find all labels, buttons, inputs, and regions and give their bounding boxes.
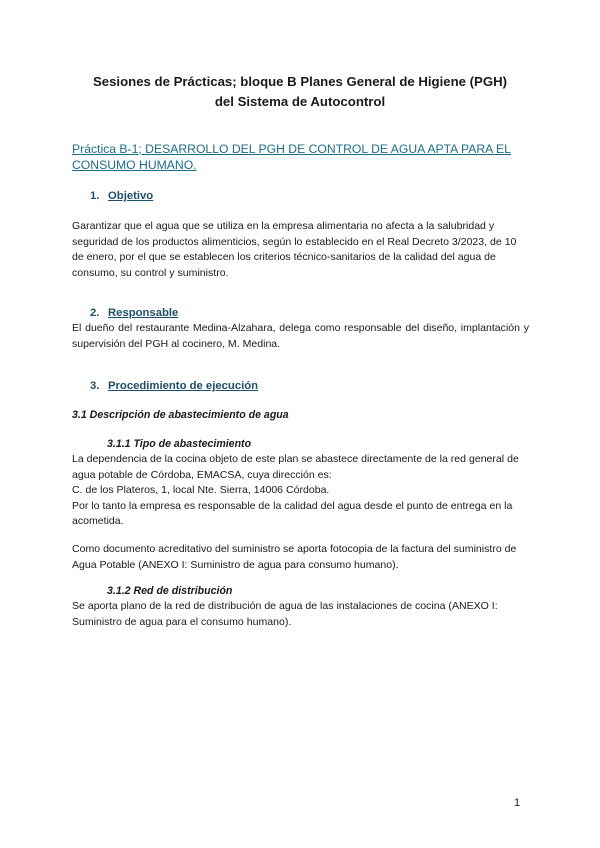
document-title-line-2: del Sistema de Autocontrol bbox=[214, 94, 386, 109]
section-1-heading bbox=[90, 189, 153, 204]
section-2-number: 2. bbox=[90, 307, 100, 319]
practice-title: Práctica B-1; DESARROLLO DEL PGH DE CONTROL DE AGUA APTA PARA EL CONSUMO HUMANO. bbox=[72, 142, 511, 172]
supply-address: C. de los Plateros, 1, local Nte. Sierra, 14006 Córdoba. bbox=[72, 484, 330, 497]
section-1-number: 1. bbox=[90, 190, 100, 202]
section-1-body: Garantizar que el agua que se utiliza en la empresa alimentaria no afecta a la salubridad y seguridad de los productos alimenticios, según lo establecido en el Real Decreto 3/2023, de 10 de enero, por el que se establecen los criterios técnico-sanitarios de la calidad del agua de consumo, su control y suministro. bbox=[72, 220, 517, 279]
document-title bbox=[60, 72, 540, 112]
section-3-heading bbox=[90, 379, 258, 394]
subsection-3-1-1-heading: 3.1.1 Tipo de abastecimiento bbox=[107, 438, 252, 450]
document-title-line-1: Sesiones de Prácticas; bloque B Planes General de Higiene (PGH) bbox=[92, 74, 508, 89]
subsection-3-1-2-body: Se aporta plano de la red de distribución de agua de las instalaciones de cocina (ANEXO I: Suministro de agua para el consumo humano). bbox=[72, 600, 498, 628]
section-2-title: Responsable bbox=[108, 307, 179, 319]
page-number: 1 bbox=[514, 797, 521, 809]
section-3-number: 3. bbox=[90, 380, 100, 392]
subsection-3-1-heading: 3.1 Descripción de abastecimiento de agua bbox=[72, 409, 289, 421]
section-2-heading bbox=[90, 306, 178, 321]
supply-document-paragraph: Como documento acreditativo del suministro se aporta fotocopia de la factura del suministro de Agua Potable (ANEXO I: Suministro de agua para consumo humano). bbox=[72, 543, 517, 571]
section-2-body: El dueño del restaurante Medina-Alzahara, delega como responsable del diseño, implantación y supervisión del PGH al cocinero, M. Medina. bbox=[72, 322, 529, 350]
supply-responsibility: Por lo tanto la empresa es responsable de la calidad del agua desde el punto de entrega en la acometida. bbox=[72, 499, 513, 528]
section-1-title: Objetivo bbox=[108, 190, 154, 202]
supply-description: La dependencia de la cocina objeto de este plan se abastece directamente de la red general de agua potable de Córdoba, EMACSA, cuya dirección es: bbox=[72, 453, 519, 481]
subsection-3-1-2-heading: 3.1.2 Red de distribución bbox=[107, 585, 233, 597]
subsection-3-1-1-body bbox=[72, 452, 529, 530]
section-3-title: Procedimiento de ejecución bbox=[108, 380, 259, 392]
